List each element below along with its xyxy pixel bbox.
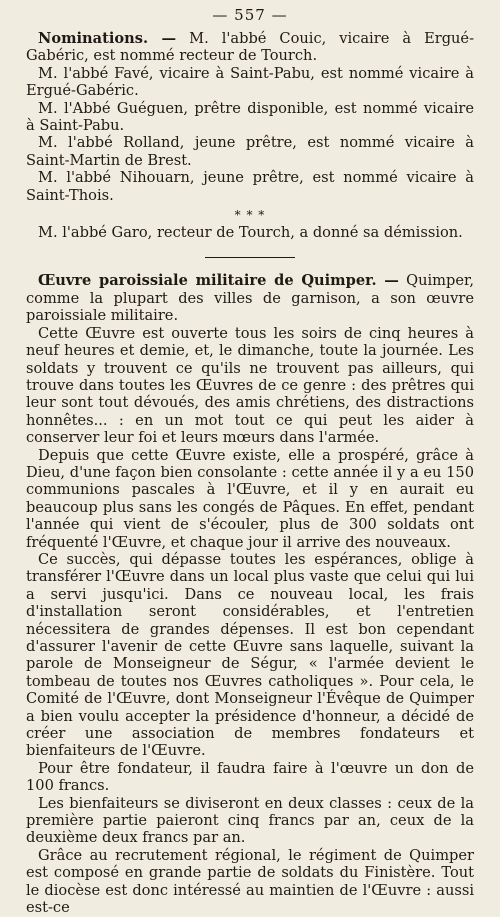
page-number: — 557 — xyxy=(212,6,288,24)
nomination-text: M. l'abbé Nihouarn, jeune prêtre, est nommé vicaire à Saint-Thois. xyxy=(26,169,474,204)
oeuvre-paragraph: Ce succès, qui dépasse toutes les espérances, oblige à transférer l'Œuvre dans un local plus vaste que celui qui lui a servi jusqu'ici. Dans ce nouveau local, les frais d'installation seront considérables, et l'entretien nécessitera de grandes dépenses. Il est bon cependant d'assurer l'avenir de cette Œuvre sans laquelle, suivant la parole de Monseigneur de Ségur, « l'armée devient le tombeau de toutes nos Œuvres catholiques ». Pour cela, le Comité de l'Œuvre, dont Monseigneur l'Évêque de Quimper a bien voulu accepter la présidence d'honneur, a décidé de créer une association de membres fondateurs et bienfaiteurs de l'Œuvre. xyxy=(26,550,474,760)
oeuvre-paragraph: Grâce au recrutement régional, le régiment de Quimper est composé en grande partie de soldats du Finistère. Tout le diocèse est donc intéressé au maintien de l'Œuvre : aussi est-ce xyxy=(26,846,474,917)
oeuvre-paragraph: Pour être fondateur, il faudra faire à l'œuvre un don de 100 francs. xyxy=(26,759,474,795)
oeuvre-paragraph: Les bienfaiteurs se diviseront en deux classes : ceux de la première partie paieront cinq francs par an, ceux de la deuxième deux francs par an. xyxy=(26,794,474,847)
nominations-paragraph xyxy=(26,30,474,65)
asterism: * * * xyxy=(234,208,266,223)
oeuvre-text: Quimper, comme la plupart des villes de garnison, a son œuvre paroissiale militaire. xyxy=(26,272,474,325)
oeuvre-paragraph: Cette Œuvre est ouverte tous les soirs de cinq heures à neuf heures et demie, et, le dimanche, toute la journée. Les soldats y trouvent ce qu'ils ne trouvent pas ailleurs, qui trouve dans toutes les Œuvres de ce genre : des prêtres qui leur sont tout dévoués, des amis chrétiens, des distractions honnêtes... : en un mot tout ce qui peut les aider à conserver leur foi et leurs mœurs dans l'armée. xyxy=(26,324,474,447)
oeuvre-paragraph: Depuis que cette Œuvre existe, elle a prospéré, grâce à Dieu, d'une façon bien consolante : cette année il y a eu 150 communions pascales à l'Œuvre, et il y en aurait eu beaucoup plus sans les congés de Pâques. En effet, pendant l'année qui vient de s'écouler, plus de 300 soldats ont fréquenté l'Œuvre, et chaque jour il arrive des nouveaux. xyxy=(26,446,474,551)
nomination-text: M. l'abbé Favé, vicaire à Saint-Pabu, est nommé vicaire à Ergué-Gabéric. xyxy=(26,64,474,100)
section-divider xyxy=(205,257,295,258)
oeuvre-intro-paragraph xyxy=(26,272,474,324)
nomination-text: M. l'abbé Couic, vicaire à Ergué-Gabéric, est nommé recteur de Tourch. xyxy=(26,30,475,65)
nominations-heading: Nominations. — xyxy=(38,30,177,47)
nomination-text: M. l'abbé Rolland, jeune prêtre, est nommé vicaire à Saint-Martin de Brest. xyxy=(26,134,474,169)
demission-text: M. l'abbé Garo, recteur de Tourch, a donné sa démission. xyxy=(38,224,463,242)
oeuvre-heading: Œuvre paroissiale militaire de Quimper. — xyxy=(38,272,399,290)
nomination-text: M. l'Abbé Guéguen, prêtre disponible, est nommé vicaire à Saint-Pabu. xyxy=(26,99,474,135)
